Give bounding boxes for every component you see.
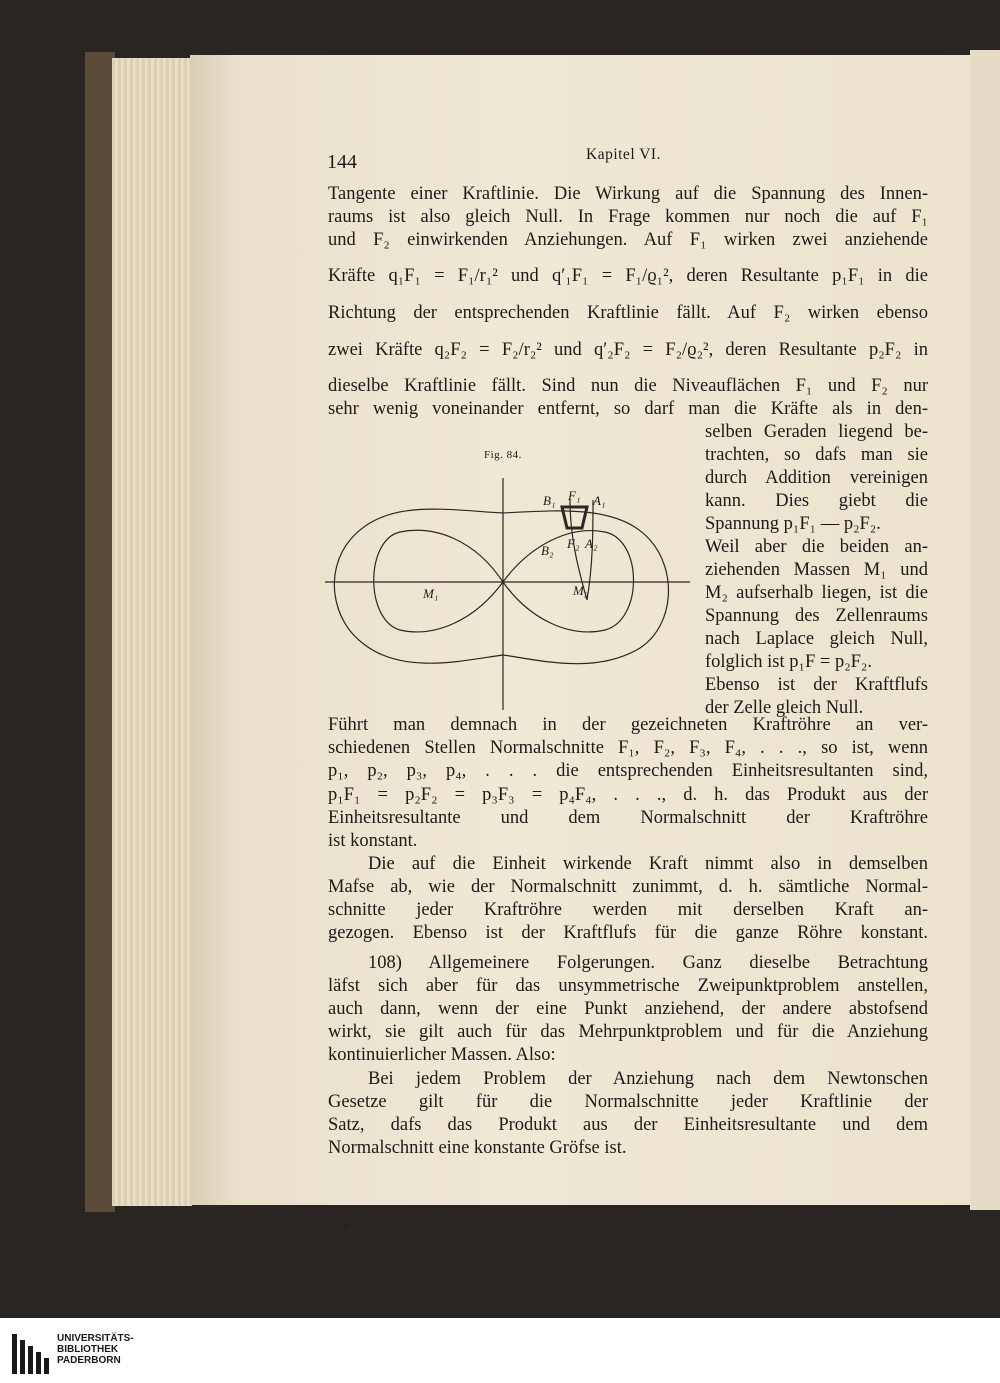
library-line: PADERBORN xyxy=(57,1355,121,1366)
page-edges xyxy=(112,58,192,1206)
side-text-line: der Zelle gleich Null. xyxy=(705,698,864,718)
text-line: Die auf die Einheit wirkende Kraft nimmt also in demselben xyxy=(368,854,928,874)
label-a1: A₁ xyxy=(593,493,606,508)
text-line: wirkt, sie gilt auch für das Mehrpunktproblem und für die Anziehung xyxy=(328,1022,928,1042)
side-text-line: Spannung des Zellenraums xyxy=(705,606,928,626)
text-line: gezogen. Ebenso ist der Kraftflufs für die ganze Röhre konstant. xyxy=(328,923,928,943)
text-line: Richtung der entsprechenden Kraftlinie fällt. Auf F₂ wirken ebenso xyxy=(328,303,928,323)
label-a2: A₂ xyxy=(585,536,598,551)
text-line: sehr wenig voneinander entfernt, so darf man die Kräfte als in den- xyxy=(328,399,928,419)
outer-level-curve xyxy=(334,509,668,664)
theorem-line: Bei jedem Problem der Anziehung nach dem Newtonschen xyxy=(368,1069,928,1089)
side-text-line: Spannung p₁F₁ — p₂F₂. xyxy=(705,514,881,534)
label-b2: B₂ xyxy=(541,543,554,558)
tube-element xyxy=(562,507,587,528)
label-b1: B₁ xyxy=(543,493,556,508)
side-text-line: trachten, so dafs man sie xyxy=(705,445,928,465)
force-tube-figure xyxy=(325,470,690,715)
text-line: Tangente einer Kraftlinie. Die Wirkung auf die Spannung des Innen- xyxy=(328,184,928,204)
text-line: Mafse ab, wie der Normalschnitt zunimmt, d. h. sämtliche Normal- xyxy=(328,877,928,897)
label-f1: F₁ xyxy=(568,488,581,503)
side-text-line: kann. Dies giebt die xyxy=(705,491,928,511)
side-text-line: ziehenden Massen M₁ und xyxy=(705,560,928,580)
side-text-line: folglich ist p₁F = p₂F₂. xyxy=(705,652,873,672)
side-text-line: Ebenso ist der Kraftflufs xyxy=(705,675,928,695)
label-m2: M₂ xyxy=(573,583,589,598)
text-line: Führt man demnach in der gezeichneten Kraftröhre an ver- xyxy=(328,715,928,735)
page-number: 144 xyxy=(327,151,357,173)
section-heading-line: 108) Allgemeinere Folgerungen. Ganz dieselbe Betrachtung xyxy=(368,953,928,973)
text-line: raums ist also gleich Null. In Frage kommen nur noch die auf F₁ xyxy=(328,207,928,227)
text-line: und F₂ einwirkenden Anziehungen. Auf F₁ wirken zwei anziehende xyxy=(328,230,928,250)
text-line: dieselbe Kraftlinie fällt. Sind nun die Niveauflächen F₁ und F₂ nur xyxy=(328,376,928,396)
chapter-title: Kapitel VI. xyxy=(586,146,661,163)
text-line: ist konstant. xyxy=(328,831,418,851)
text-line: läfst sich aber für das unsymmetrische Zweipunktproblem anstellen, xyxy=(328,976,928,996)
text-line: Kräfte q₁F₁ = F₁/r₁² und q′₁F₁ = F₁/ϱ₁², deren Resultante p₁F₁ in die xyxy=(328,266,928,286)
library-name xyxy=(57,1333,134,1366)
label-m1: M₁ xyxy=(423,586,439,601)
text-line: kontinuierlicher Massen. Also: xyxy=(328,1045,556,1065)
ink-dot xyxy=(344,1224,348,1228)
text-line: Einheitsresultante und dem Normalschnitt der Kraftröhre xyxy=(328,808,928,828)
label-f2: F₂ xyxy=(567,536,580,551)
library-line: BIBLIOTHEK xyxy=(57,1344,119,1355)
side-text-line: Weil aber die beiden an- xyxy=(705,537,928,557)
text-line: schiedenen Stellen Normalschnitte F₁, F₂, F₃, F₄, . . ., so ist, wenn xyxy=(328,738,928,758)
side-text-line: M₂ aufserhalb liegen, ist die xyxy=(705,583,928,603)
library-line: UNIVERSITÄTS- xyxy=(57,1333,134,1344)
theorem-line: Normalschnitt eine konstante Gröfse ist. xyxy=(328,1138,627,1158)
text-line: p₁F₁ = p₂F₂ = p₃F₃ = p₄F₄, . . ., d. h. das Produkt aus der xyxy=(328,785,928,805)
theorem-line: Gesetze gilt für die Normalschnitte jeder Kraftlinie der xyxy=(328,1092,928,1112)
figure-caption: Fig. 84. xyxy=(484,449,522,461)
theorem-line: Satz, dafs das Produkt aus der Einheitsresultante und dem xyxy=(328,1115,928,1135)
text-line: zwei Kräfte q₂F₂ = F₂/r₂² und q′₂F₂ = F₂/ϱ₂², deren Resultante p₂F₂ in xyxy=(328,340,928,360)
text-line: p₁, p₂, p₃, p₄, . . . die entsprechenden Einheitsresultanten sind, xyxy=(328,761,928,781)
side-text-line: nach Laplace gleich Null, xyxy=(705,629,928,649)
text-line: schnitte jeder Kraftröhre werden mit derselben Kraft an- xyxy=(328,900,928,920)
text-line: auch dann, wenn der eine Punkt anziehend, der andere abstofsend xyxy=(328,999,928,1019)
side-text-line: selben Geraden liegend be- xyxy=(705,422,928,442)
book-cover-edge xyxy=(85,52,115,1212)
side-text-line: durch Addition vereinigen xyxy=(705,468,928,488)
next-page-edge xyxy=(970,50,1000,1210)
